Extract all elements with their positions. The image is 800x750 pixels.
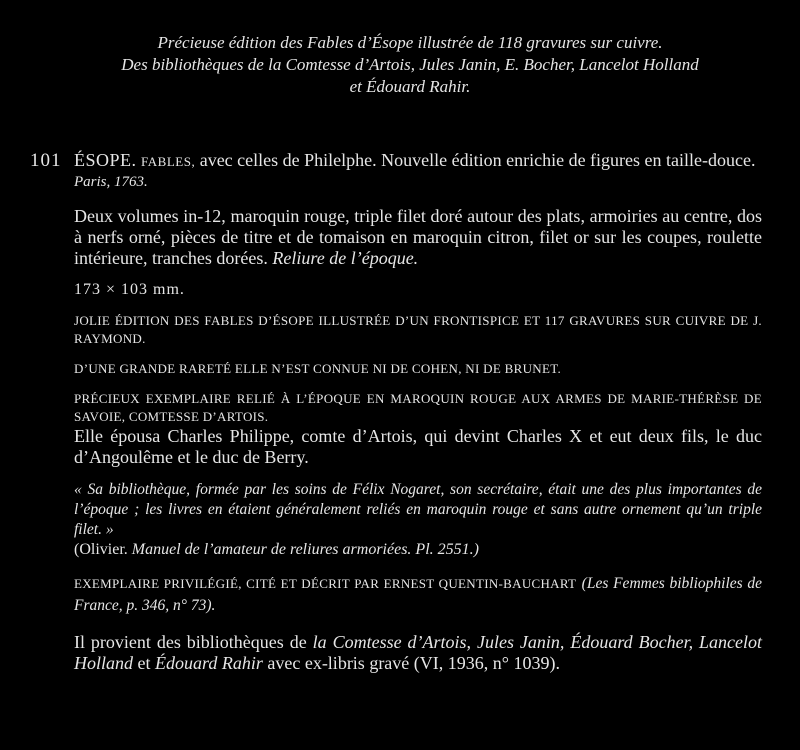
- quotation-block: [74, 480, 762, 560]
- note-privileged-caps: EXEMPLAIRE PRIVILÉGIÉ, CITÉ ET DÉCRIT PAR ERNEST QUENTIN-BAUCHART: [74, 576, 577, 591]
- provenance-last: Édouard Rahir: [155, 653, 263, 673]
- provenance-names: la Comtesse d’Artois, Jules Janin, Édouard Bocher, Lancelot Holland: [74, 632, 763, 673]
- note-edition: JOLIE ÉDITION DES FABLES D’ÉSOPE ILLUSTRÉE D’UN FRONTISPICE ET 117 GRAVURES SUR CUIVRE DE J. RAYMOND.: [74, 313, 762, 346]
- provenance: [74, 632, 762, 674]
- intro-line-1: Précieuse édition des Fables d’Ésope illustrée de 118 gravures sur cuivre.: [157, 33, 663, 52]
- lot-title: [74, 150, 762, 172]
- provenance-end: avec ex-libris gravé (VI, 1936, n° 1039).: [267, 653, 560, 673]
- lot-number: 101: [30, 150, 62, 171]
- lot-description: [74, 206, 762, 269]
- note-armorial: PRÉCIEUX EXEMPLAIRE RELIÉ À L’ÉPOQUE EN MAROQUIN ROUGE AUX ARMES DE MARIE-THÉRÈSE DE SAVOIE, COMTESSE D’ARTOIS.: [74, 391, 762, 424]
- lot-title-rest: avec celles de Philelphe. Nouvelle édition enrichie de figures en taille-douce.: [199, 150, 756, 170]
- lot-author: ÉSOPE.: [74, 150, 137, 170]
- quotation-ref-author: (Olivier.: [74, 541, 128, 558]
- lot-imprint: Paris, 1763.: [74, 174, 148, 190]
- quotation-reference: [74, 540, 762, 560]
- description-binding: Reliure de l’époque.: [272, 248, 419, 268]
- note-armorial-text: Elle épousa Charles Philippe, comte d’Artois, qui devint Charles X et eut deux fils, le duc d’Angoulême et le duc de Berry.: [74, 426, 762, 467]
- provenance-et: et: [137, 653, 151, 673]
- note-privileged: [74, 572, 762, 616]
- quotation-ref-title: Manuel de l’amateur de reliures armoriées. Pl. 2551.): [131, 541, 479, 558]
- intro-line-3: et Édouard Rahir.: [349, 77, 471, 96]
- note-rarity: D’UNE GRANDE RARETÉ ELLE N’EST CONNUE NI DE COHEN, NI DE BRUNET.: [74, 361, 562, 376]
- note-provenance-copy: [74, 390, 762, 468]
- provenance-start: Il provient des bibliothèques de: [74, 632, 307, 652]
- intro-line-2: Des bibliothèques de la Comtesse d’Artois, Jules Janin, E. Bocher, Lancelot Holland: [121, 55, 699, 74]
- intro-summary: [60, 32, 760, 98]
- description-main: Deux volumes in-12, maroquin rouge, triple filet doré autour des plats, armoiries au centre, dos à nerfs orné, pièces de titre et de tomaison en maroquin citron, filet or sur les coupes, roulette intérieure, tranches dorées.: [74, 206, 762, 268]
- lot-dimensions: 173 × 103 mm.: [74, 281, 185, 298]
- lot-title-caps: FABLES,: [141, 154, 196, 169]
- note-privileged-ref: (Les Femmes bibliophiles de France, p. 346, n° 73).: [74, 575, 763, 614]
- quotation: « Sa bibliothèque, formée par les soins de Félix Nogaret, son secrétaire, était une des plus importantes de l’époque ; les livres en étaient généralement reliés en maroquin rouge et sans autre ornement qu’un triple filet. »: [74, 481, 762, 538]
- lot-entry: [74, 150, 762, 674]
